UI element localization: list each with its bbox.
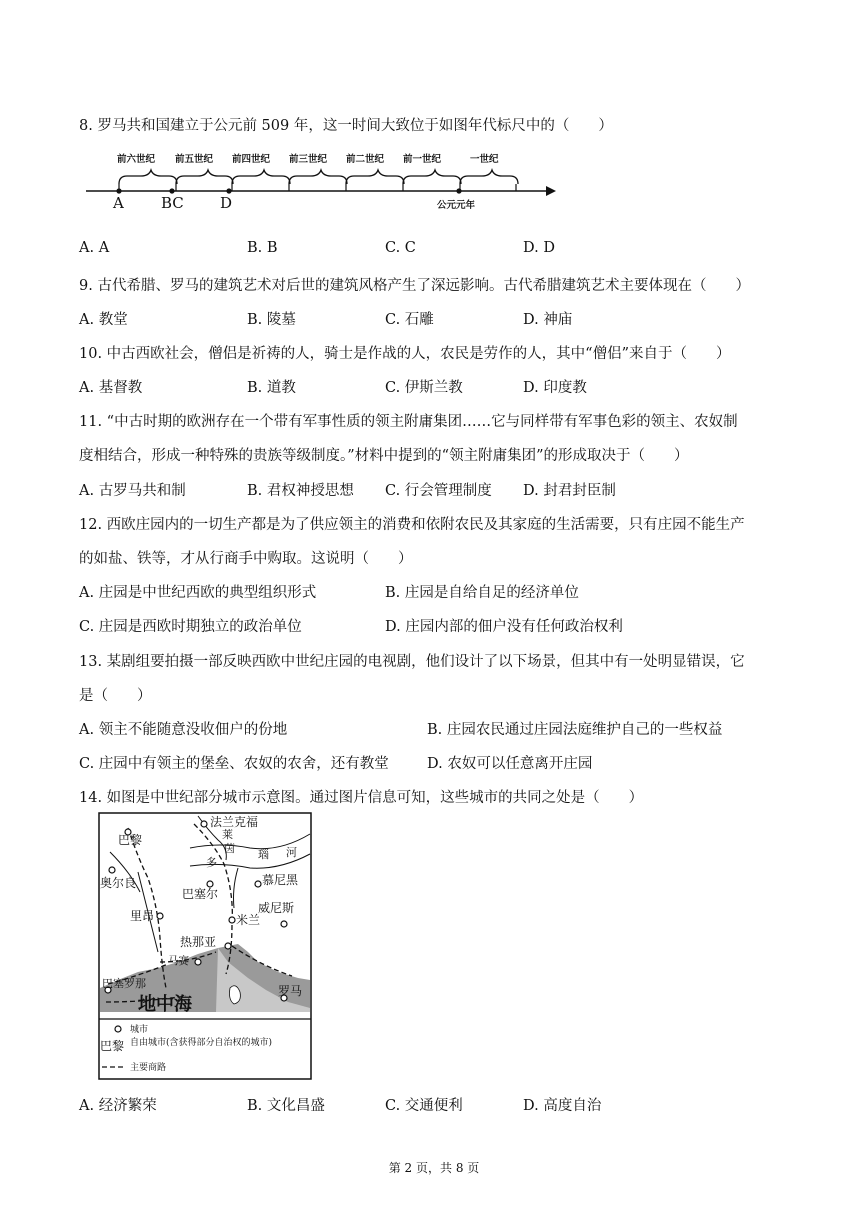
question-12-stem-line2: 的如盐、铁等，才从行商手中购取。这说明（ ） — [79, 551, 413, 567]
legend-free-city: 自由城市(含获得部分自治权的城市) — [130, 1038, 273, 1048]
epoch-label: 公元元年 — [437, 200, 476, 211]
q12-option-b[interactable]: B. 庄园是自给自足的经济单位 — [385, 585, 579, 601]
point-label-d: D — [220, 194, 233, 212]
medieval-cities-map — [98, 812, 312, 1080]
q11-option-d[interactable]: D. 封君封臣制 — [523, 483, 616, 499]
q9-option-d[interactable]: D. 神庙 — [523, 312, 573, 328]
q14-option-d[interactable]: D. 高度自治 — [523, 1098, 602, 1114]
q12-option-a[interactable]: A. 庄园是中世纪西欧的典型组织形式 — [79, 585, 317, 601]
city-basel: 巴塞尔 — [182, 887, 219, 901]
arrow-right-icon — [546, 186, 556, 196]
century-label: 前二世纪 — [346, 154, 385, 165]
q10-option-d[interactable]: D. 印度教 — [523, 380, 587, 396]
q10-option-c[interactable]: C. 伊斯兰教 — [385, 380, 463, 396]
city-paris: 巴黎 — [118, 833, 143, 847]
city-rome: 罗马 — [278, 984, 303, 998]
city-barcelona: 巴塞罗那 — [102, 977, 146, 990]
point-d — [226, 188, 231, 193]
river-label: 多 — [206, 856, 217, 869]
century-label: 前四世纪 — [232, 154, 271, 165]
question-11-stem-line2: 度相结合，形成一种特殊的贵族等级制度。”材料中提到的“领主附庸集团”的形成取决于（ ） — [79, 448, 689, 464]
legend-city: 城市 — [130, 1025, 149, 1035]
city-marseille: 马赛 — [168, 955, 189, 967]
legend-free-city-sample: 巴黎 — [100, 1039, 125, 1053]
city-venice: 威尼斯 — [258, 901, 295, 915]
q9-option-b[interactable]: B. 陵墓 — [247, 312, 296, 328]
q14-option-c[interactable]: C. 交通便利 — [385, 1098, 463, 1114]
question-12-stem-line1: 12. 西欧庄园内的一切生产都是为了供应领主的消费和依附农民及其家庭的生活需要，只有庄园不能生产 — [79, 517, 745, 533]
q9-option-a[interactable]: A. 教堂 — [79, 312, 128, 328]
q13-option-b[interactable]: B. 庄园农民通过庄园法庭维护自己的一些权益 — [427, 722, 723, 738]
q10-option-a[interactable]: A. 基督教 — [79, 380, 143, 396]
question-8-stem: 8. 罗马共和国建立于公元前 509 年，这一时间大致位于如图年代标尺中的（ ） — [79, 118, 613, 134]
river-label: 莱 — [222, 828, 233, 841]
sea-label: 地中海 — [138, 994, 192, 1015]
question-13-stem-line1: 13. 某剧组要拍摄一部反映西欧中世纪庄园的电视剧，他们设计了以下场景，但其中有一处明显错误，它 — [79, 654, 745, 670]
q13-option-a[interactable]: A. 领主不能随意没收佃户的份地 — [79, 722, 288, 738]
century-label: 前一世纪 — [403, 154, 442, 165]
river-label: 茵 — [224, 842, 235, 855]
question-9-stem: 9. 古代希腊、罗马的建筑艺术对后世的建筑风格产生了深远影响。古代希腊建筑艺术主要体现在（ ） — [79, 278, 750, 294]
page-footer: 第 2 页，共 8 页 — [388, 1161, 480, 1175]
century-label: 前六世纪 — [117, 154, 156, 165]
q8-option-c[interactable]: C. C — [385, 240, 416, 256]
q8-option-a[interactable]: A. A — [79, 240, 110, 256]
city-orleans: 奥尔良 — [100, 876, 137, 890]
q10-option-b[interactable]: B. 道教 — [247, 380, 296, 396]
city-frankfurt: 法兰克福 — [210, 815, 259, 829]
q14-option-b[interactable]: B. 文化昌盛 — [247, 1098, 325, 1114]
legend-route: 主要商路 — [130, 1063, 167, 1073]
city-milan: 米兰 — [236, 913, 261, 927]
question-13-stem-line2: 是（ ） — [79, 688, 152, 704]
question-14-stem: 14. 如图是中世纪部分城市示意图。通过图片信息可知，这些城市的共同之处是（ ） — [79, 790, 644, 806]
q13-option-c[interactable]: C. 庄园中有领主的堡垒、农奴的农舍，还有教堂 — [79, 756, 389, 772]
point-a — [116, 188, 121, 193]
q8-option-b[interactable]: B. B — [247, 240, 278, 256]
city-lyon: 里昂 — [130, 909, 155, 923]
point-label-bc: BC — [161, 194, 184, 212]
q13-option-d[interactable]: D. 农奴可以任意离开庄园 — [427, 756, 593, 772]
river-label: 瑙 — [258, 848, 269, 861]
q11-option-a[interactable]: A. 古罗马共和制 — [79, 483, 186, 499]
century-label: 一世纪 — [470, 154, 499, 165]
q14-option-a[interactable]: A. 经济繁荣 — [79, 1098, 157, 1114]
city-munich: 慕尼黑 — [262, 873, 299, 887]
river-label: 河 — [286, 846, 297, 859]
century-label: 前三世纪 — [289, 154, 328, 165]
q12-option-c[interactable]: C. 庄园是西欧时期独立的政治单位 — [79, 619, 302, 635]
q12-option-d[interactable]: D. 庄园内部的佃户没有任何政治权利 — [385, 619, 623, 635]
century-braces — [119, 170, 518, 184]
point-label-a: A — [113, 194, 124, 212]
century-label: 前五世纪 — [175, 154, 214, 165]
point-b — [169, 188, 174, 193]
question-11-stem-line1: 11. “中古时期的欧洲存在一个带有军事性质的领主附庸集团……它与同样带有军事色彩的领主、农奴制 — [79, 414, 738, 430]
q9-option-c[interactable]: C. 石雕 — [385, 312, 434, 328]
q8-option-d[interactable]: D. D — [523, 240, 555, 256]
city-genoa: 热那亚 — [180, 935, 217, 949]
q11-option-c[interactable]: C. 行会管理制度 — [385, 483, 492, 499]
point-epoch — [456, 188, 461, 193]
question-10-stem: 10. 中古西欧社会，僧侣是祈祷的人，骑士是作战的人，农民是劳作的人，其中“僧侣”来自于（ ） — [79, 346, 731, 362]
q11-option-b[interactable]: B. 君权神授思想 — [247, 483, 354, 499]
timeline-ruler — [80, 146, 560, 216]
